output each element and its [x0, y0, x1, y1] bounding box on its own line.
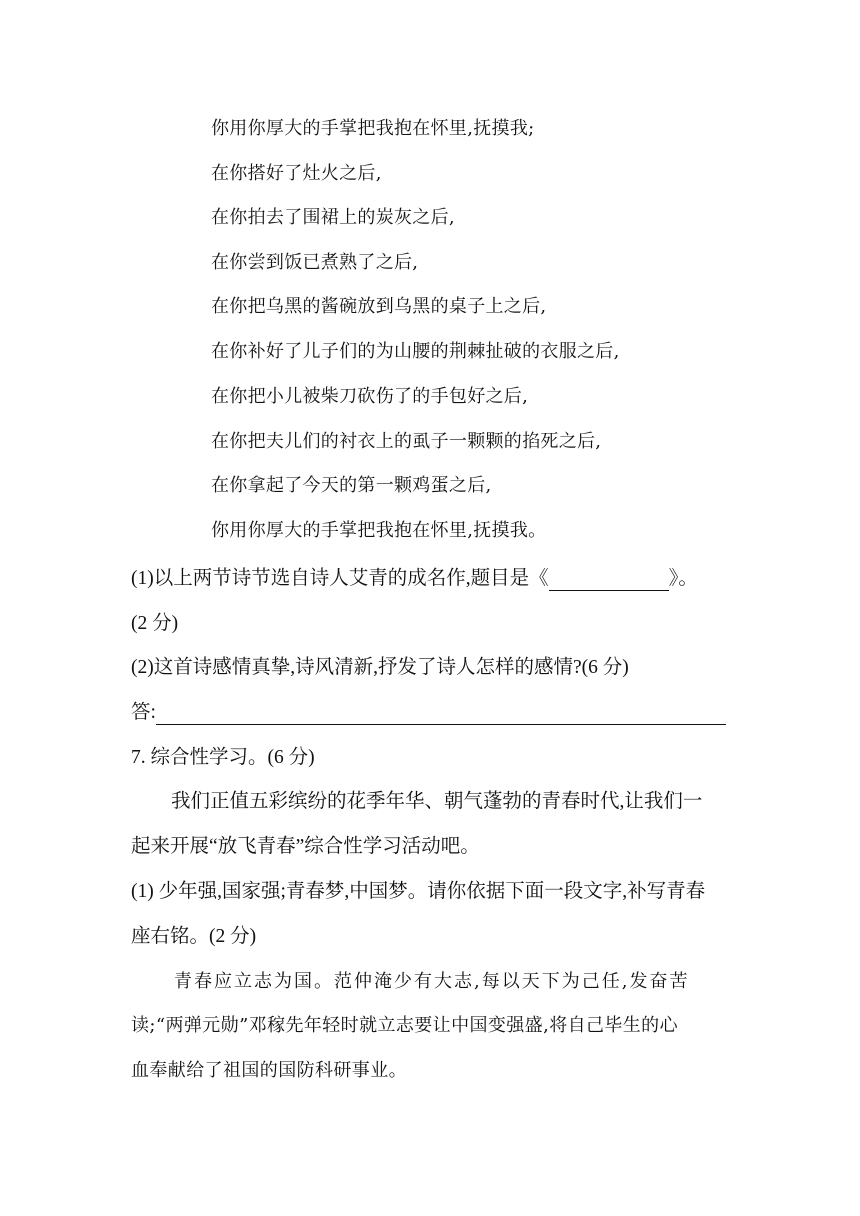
poem-line-4: 在你尝到饭已煮熟了之后, — [211, 252, 419, 273]
answer-blank[interactable] — [156, 704, 726, 725]
answer-row — [131, 701, 726, 725]
question-1-score: (2 分) — [131, 613, 179, 634]
passage-line-3: 血奉献给了祖国的国防科研事业。 — [131, 1060, 407, 1081]
passage-line-2: 读;“两弹元勋”邓稼先年轻时就立志要让中国变强盛,将自己毕生的心 — [131, 1015, 678, 1036]
poem-line-1: 你用你厚大的手掌把我抱在怀里,抚摸我; — [211, 118, 535, 139]
section-heading: 7. 综合性学习。(6 分) — [131, 747, 315, 768]
title-answer-blank[interactable] — [549, 570, 669, 591]
poem-line-10: 你用你厚大的手掌把我抱在怀里,抚摸我。 — [211, 520, 547, 541]
intro-line-1: 我们正值五彩缤纷的花季年华、朝气蓬勃的青春时代,让我们一 — [171, 791, 703, 812]
question-1 — [131, 567, 698, 591]
poem-line-7: 在你把小儿被柴刀砍伤了的手包好之后, — [211, 386, 529, 407]
poem-line-9: 在你拿起了今天的第一颗鸡蛋之后, — [211, 475, 492, 496]
poem-line-8: 在你把夫儿们的衬衣上的虱子一颗颗的掐死之后, — [211, 431, 602, 452]
poem-line-2: 在你搭好了灶火之后, — [211, 163, 382, 184]
sub-question-1-cont: 座右铭。(2 分) — [131, 926, 257, 947]
sub-question-1: (1) 少年强,国家强;青春梦,中国梦。请你依据下面一段文字,补写青春 — [131, 881, 706, 902]
poem-line-3: 在你拍去了围裙上的炭灰之后, — [211, 207, 455, 228]
question-1-close: 》。 — [668, 568, 698, 589]
passage-line-1: 青春应立志为国。范仲淹少有大志,每以天下为己任,发奋苦 — [174, 971, 690, 992]
poem-line-6: 在你补好了儿子们的为山腰的荆棘扯破的衣服之后, — [211, 341, 620, 362]
question-2: (2)这首诗感情真挚,诗风清新,抒发了诗人怎样的感情?(6 分) — [131, 657, 629, 678]
answer-label: 答: — [131, 702, 156, 723]
poem-line-5: 在你把乌黑的酱碗放到乌黑的桌子上之后, — [211, 296, 547, 317]
intro-line-2: 起来开展“放飞青春”综合性学习活动吧。 — [131, 836, 480, 857]
question-1-text: (1)以上两节诗节选自诗人艾青的成名作,题目是《 — [131, 568, 549, 589]
